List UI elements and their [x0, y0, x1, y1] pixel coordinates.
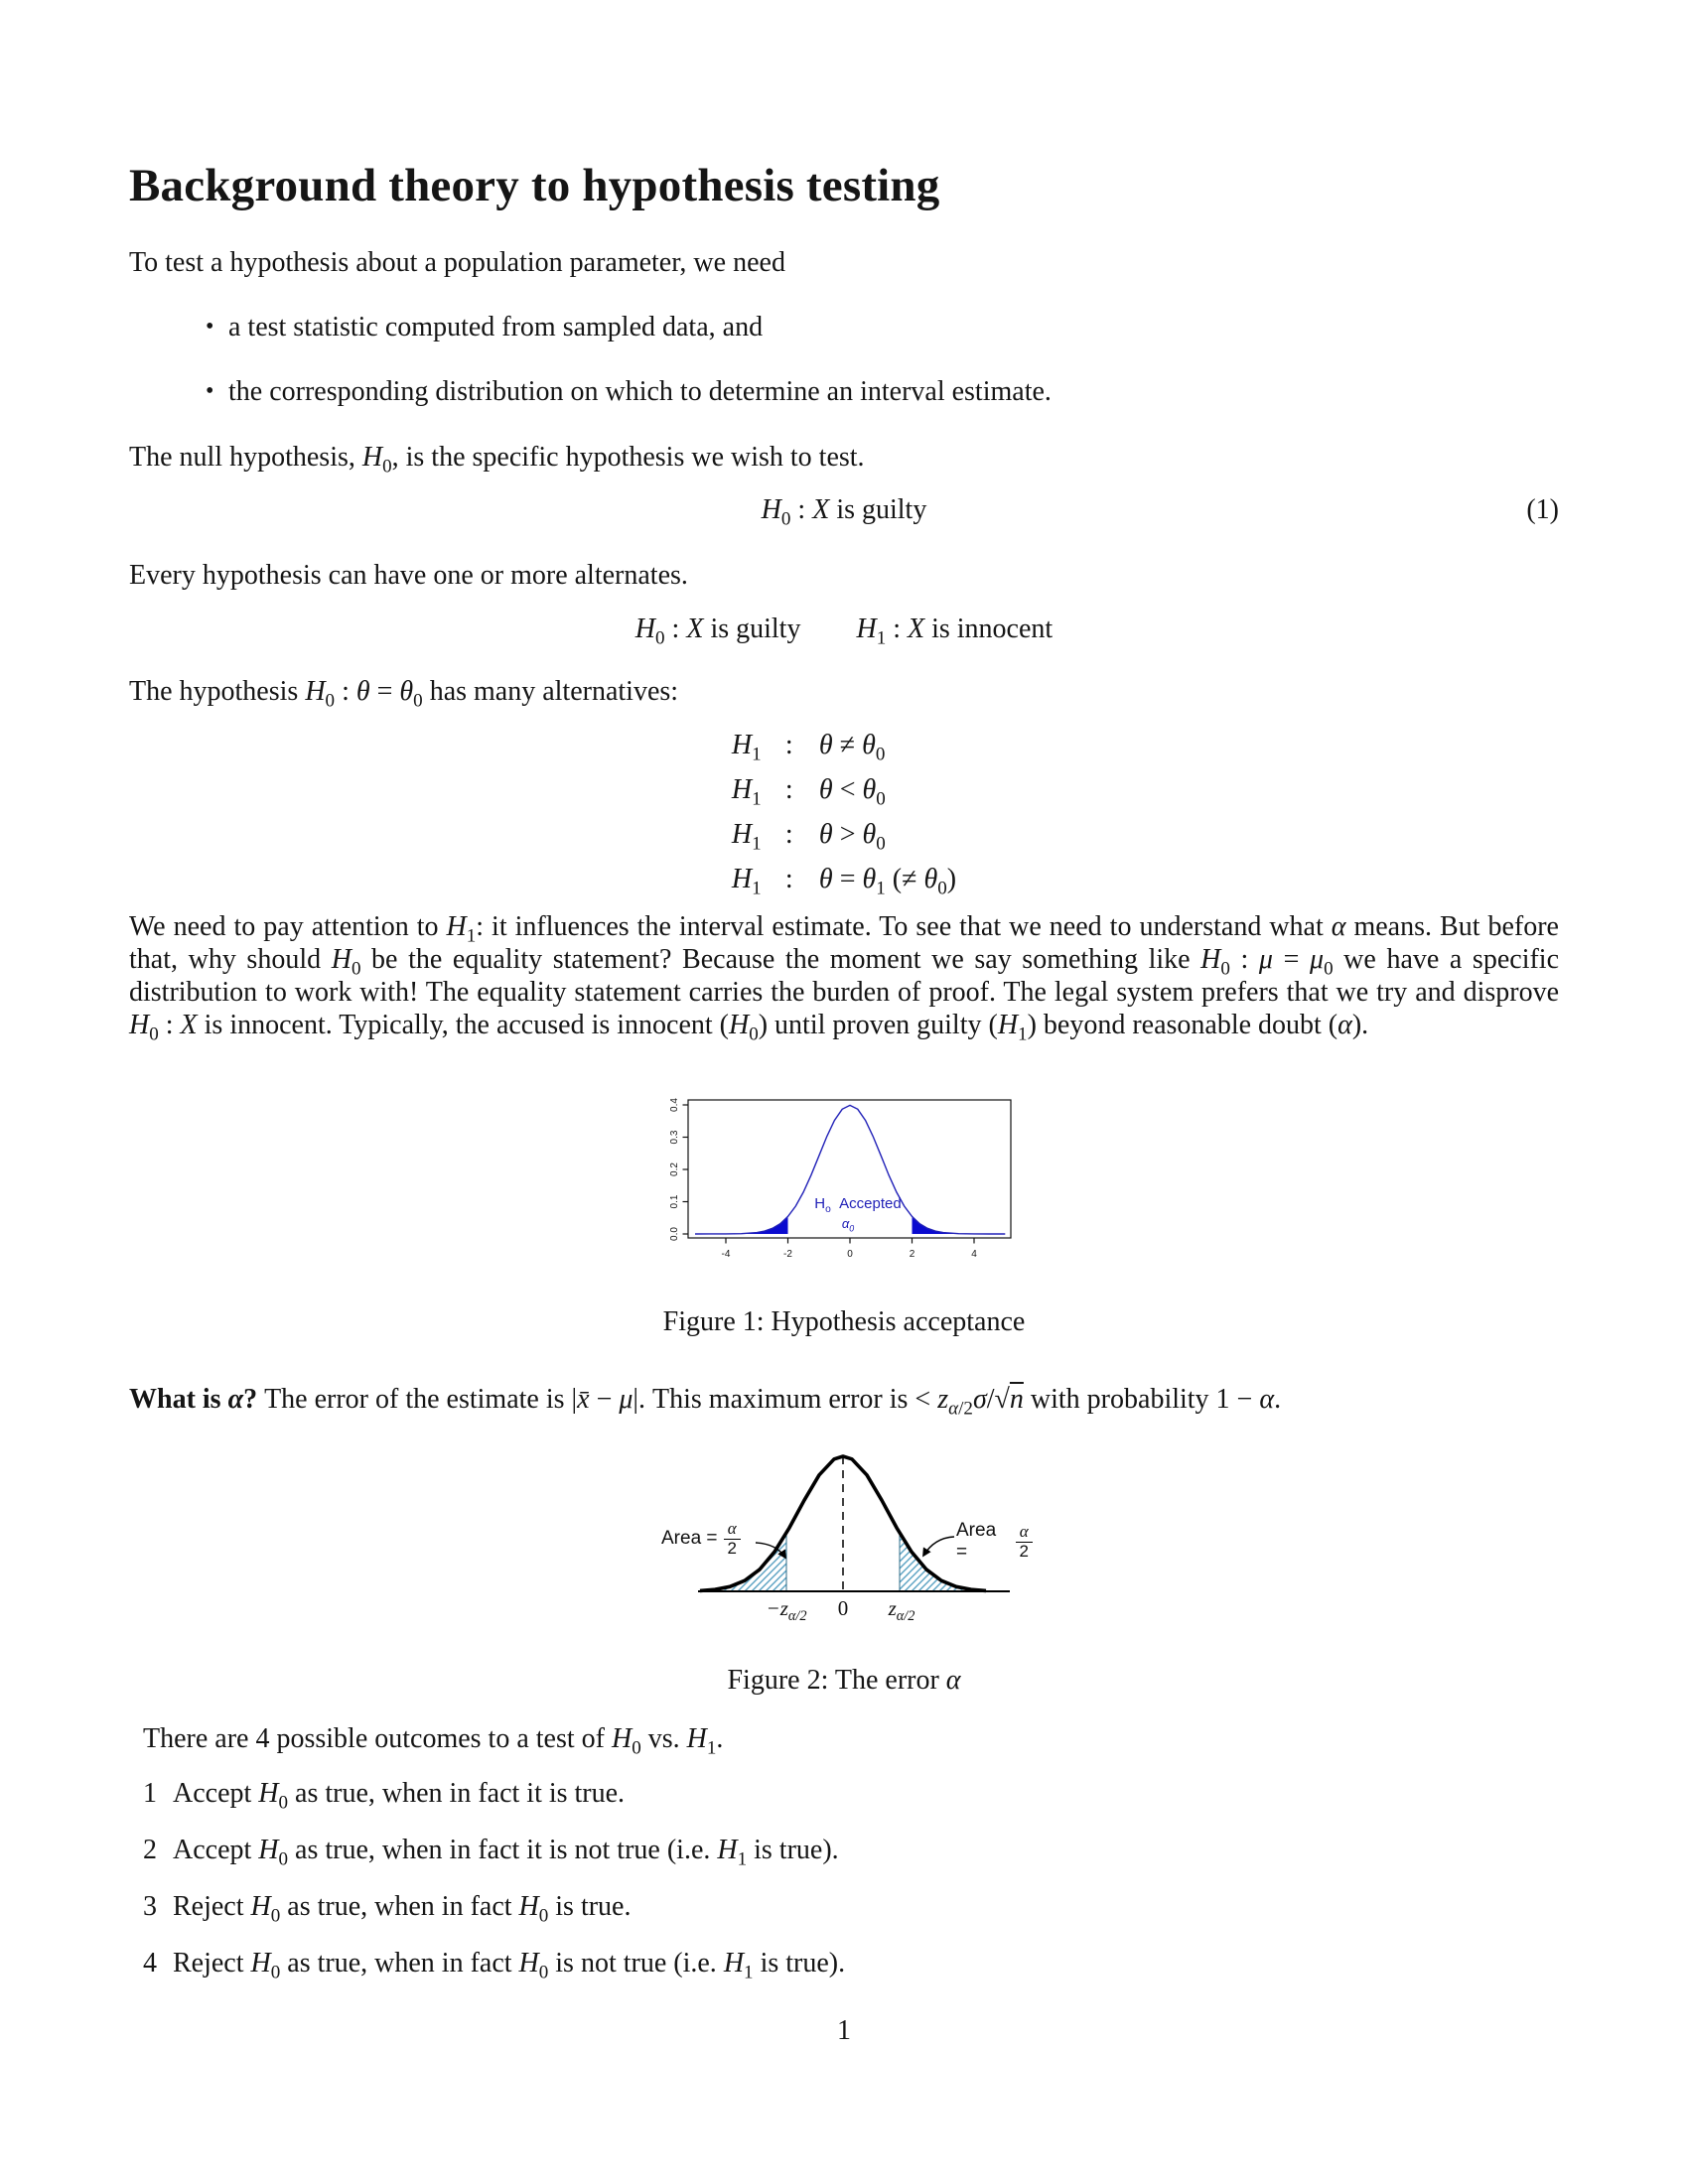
figure1-x-ticks: [726, 1238, 974, 1244]
figure1-normal-curve: [695, 1105, 1005, 1234]
pos-z-alpha-label: $z_{\alpha/2}$: [888, 1596, 915, 1625]
svg-text:-4: -4: [721, 1249, 731, 1260]
bullet-icon: •: [206, 378, 214, 404]
bullet-item-1: [129, 311, 1559, 343]
alternative-row: $H_1$ : $\theta \ne \theta_0$: [731, 730, 886, 765]
outcome-item-2: 2 Accept $H_0$ as true, when in fact it is not true (i.e. $H_1$ is true).: [143, 1835, 839, 1870]
svg-text:4: 4: [971, 1249, 977, 1260]
figure-1-svg: [665, 1077, 1023, 1266]
alpha0-annotation: $\alpha_0$: [841, 1216, 855, 1234]
right-area-label: Area = $\frac{\alpha}{2}$: [956, 1520, 1033, 1564]
outcome-item-3: 3 Reject $H_0$ as true, when in fact $H_0$ is true.: [143, 1891, 632, 1927]
neg-z-alpha-label: $-z_{\alpha/2}$: [766, 1596, 807, 1625]
zero-label: 0: [837, 1596, 849, 1620]
svg-text:2: 2: [909, 1249, 915, 1260]
figure1-right-tail-fill: [913, 1216, 1006, 1234]
svg-text:0: 0: [847, 1249, 853, 1260]
figure-1-caption: Figure 1: Hypothesis acceptance: [662, 1306, 1026, 1337]
svg-text:0.0: 0.0: [669, 1227, 680, 1241]
text-column: [129, 161, 1559, 2047]
equation-1-number: (1): [1526, 494, 1559, 525]
null-hypothesis-line: The null hypothesis, $H_0$, is the specific hypothesis we wish to test.: [129, 442, 865, 478]
intro-paragraph: To test a hypothesis about a population parameter, we need: [129, 247, 785, 278]
page-title: Background theory to hypothesis testing: [129, 160, 940, 211]
alternate-hypothesis-equation: $H_1$ : X is innocent: [856, 614, 1054, 649]
svg-text:0.3: 0.3: [669, 1130, 680, 1145]
left-area-label: Area = $\frac{\alpha}{2}$: [661, 1520, 741, 1558]
page-number: 1: [837, 2015, 851, 2046]
hypothesis-pair-equation: [129, 609, 1559, 650]
svg-text:-2: -2: [783, 1249, 792, 1260]
h1-alternatives-block: [732, 723, 956, 901]
figure1-x-tick-labels: [722, 1249, 978, 1260]
outcome-item-4: 4 Reject $H_0$ as true, when in fact $H_0$ is not true (i.e. $H_1$ is true).: [143, 1948, 846, 1983]
figure1-y-tick-labels: [669, 1098, 680, 1241]
figure1-y-ticks: [683, 1105, 689, 1234]
figure1-left-tail-fill: [695, 1216, 788, 1234]
figure2-right-arrow: [923, 1537, 954, 1556]
bullet-text: the corresponding distribution on which to determine an interval estimate.: [228, 376, 1052, 407]
bullet-icon: •: [206, 314, 214, 340]
bullet-item-2: [129, 375, 1559, 408]
alpha-paragraph: We need to pay attention to $H_1$: it influences the interval estimate. To see that we need to understand what α means. But before that, why should $H_0$ be the equality statement? Because the moment we say something like $H_0$ : $\mu = \mu_0$ we have a specific distribution to work with! The equality statement carries the burden of proof. The legal system prefers that we try and disprove $H_0$ : X is innocent. Typically, the accused is innocent $(H_0)$ until proven guilty $(H_1)$ beyond reasonable doubt (α).: [129, 911, 1559, 1045]
equation-1-body: $H_0$ : X is guilty: [761, 494, 927, 530]
many-alternatives-line: The hypothesis $H_0$ : $\theta = \theta_0$ has many alternatives:: [129, 676, 679, 712]
what-is-alpha-paragraph: What is α? The error of the estimate is |x̄ − μ|. This maximum error is < $z_{\alpha/2}\sigma/√n$ with probability 1 − α.: [129, 1384, 1282, 1420]
alternative-row: $H_1$ : $\theta < \theta_0$: [731, 774, 886, 810]
outcomes-intro: There are 4 possible outcomes to a test of $H_0$ vs. $H_1$.: [143, 1723, 724, 1759]
figure-1-plot: [665, 1077, 1023, 1266]
alternates-line: Every hypothesis can have one or more alternates.: [129, 560, 688, 591]
bullet-text: a test statistic computed from sampled data, and: [228, 312, 764, 342]
alpha-over-2-fraction: $\frac{\alpha}{2}$: [724, 1520, 741, 1558]
figure-2-plot: [655, 1437, 1033, 1626]
alternative-row: $H_1$ : $\theta > \theta_0$: [731, 819, 886, 855]
figure-2-caption: Figure 2: The error α: [727, 1665, 961, 1696]
svg-text:0.2: 0.2: [669, 1162, 680, 1176]
null-hypothesis-equation: $H_0$ : X is guilty: [634, 614, 801, 649]
alpha-over-2-fraction: $\frac{\alpha}{2}$: [1016, 1523, 1033, 1561]
equation-1: [129, 489, 1559, 531]
outcome-item-1: 1 Accept $H_0$ as true, when in fact it is true.: [143, 1778, 626, 1814]
h0-accepted-annotation: $H_o$ Accepted: [814, 1195, 902, 1215]
svg-text:0.4: 0.4: [669, 1098, 680, 1112]
alternative-row: $H_1$ : $\theta = \theta_1$ (≠ $\theta_0$): [731, 864, 957, 899]
svg-text:0.1: 0.1: [669, 1194, 680, 1209]
